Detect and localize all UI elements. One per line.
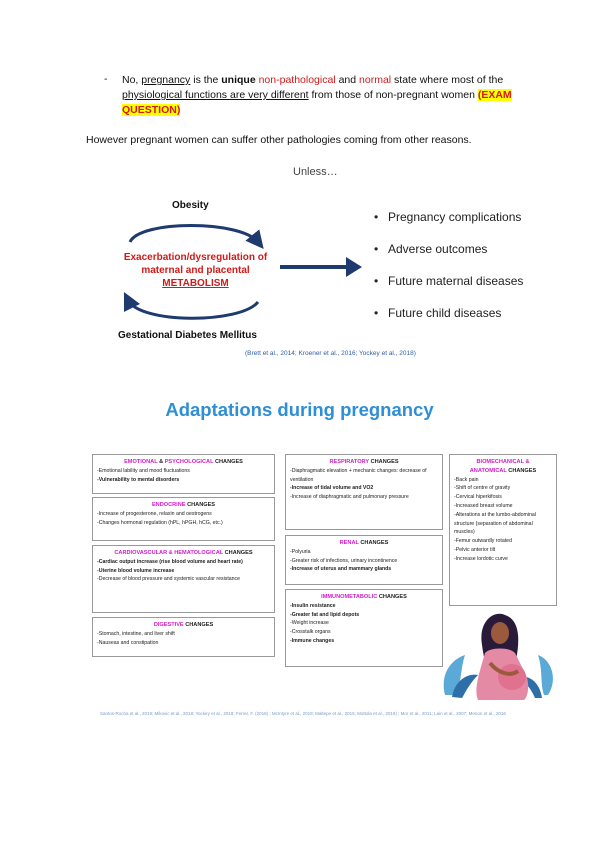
outcome-item (374, 210, 523, 242)
text: No, (122, 74, 142, 86)
diagram-citation: (Brett et al., 2014; Kroener et al., 2016; Yockey et al., 2018) (245, 350, 416, 357)
bullet-dash: - (104, 73, 108, 85)
text: is the (190, 74, 222, 86)
box-item: -Increased breast volume (454, 502, 513, 509)
gdm-label: Gestational Diabetes Mellitus (118, 330, 257, 341)
leaf-right (538, 655, 553, 695)
box-item: -Crosstalk organs (290, 629, 331, 636)
respiratory-box (285, 454, 443, 530)
renal-box (285, 535, 443, 585)
outcome-text: Future child diseases (388, 306, 502, 320)
box-item: -Greater fat and lipid depots (290, 611, 360, 618)
heading-part: CHANGES (185, 502, 216, 508)
pregnant-woman-illustration (440, 605, 560, 700)
exam-question-highlight: (EXAM QUESTION) (122, 89, 512, 116)
cardiovascular-box (92, 545, 275, 613)
box-item: -Cervical hiperkifosis (454, 494, 502, 501)
heading-part: CHANGES (223, 550, 253, 556)
heading-part: EMOTIONAL (124, 459, 158, 465)
text: and (335, 74, 360, 86)
face (491, 622, 509, 644)
outcome-item (374, 306, 523, 338)
bullet-icon: • (374, 306, 379, 320)
box-heading (97, 549, 270, 558)
heading-part: CARDIOVASCULAR & HEMATOLOGICAL (114, 550, 224, 556)
box-item: -Increase of tidal volume and VO2 (290, 485, 374, 492)
box-item: -Vulnerability to mental disorders (97, 476, 180, 483)
heading-part: CHANGES (369, 459, 399, 465)
emotional-box (92, 454, 275, 494)
heading-part: ENDOCRINE (151, 502, 186, 508)
endocrine-box (92, 497, 275, 541)
heading-part: RESPIRATORY (329, 459, 370, 465)
outcomes-list (374, 210, 523, 338)
box-item: -Femur outwardly rotated (454, 538, 512, 545)
box-item: -Stomach, intestine, and liver shift (97, 630, 175, 637)
box-heading (97, 501, 270, 510)
biomechanical-box (449, 454, 557, 606)
heading-part: CHANGES (183, 622, 214, 628)
obesity-label: Obesity (172, 200, 209, 211)
box-item: -Increase of uterus and mammary glands (290, 566, 392, 573)
unless-label: Unless… (293, 166, 338, 178)
box-heading (454, 458, 552, 476)
immunometabolic-box (285, 589, 443, 667)
heading-part: DIGESTIVE (153, 622, 184, 628)
heading-part: PSYCHOLOGICAL (164, 459, 214, 465)
intro-paragraph (122, 73, 532, 118)
metabolism-label: METABOLISM (162, 278, 229, 289)
bullet-icon: • (374, 242, 379, 256)
box-heading (290, 593, 438, 602)
outcome-text: Pregnancy complications (388, 210, 522, 224)
however-sentence: However pregnant women can suffer other pathologies coming from other reasons. (86, 134, 472, 146)
outcome-text: Adverse outcomes (388, 242, 488, 256)
adaptations-citation: Santos-Rocha et al., 2019; Mikovic et al., 2018; Yockey et al., 2018; Ferrer, F. (2018) ; McIntyre et al., 2019; Maltepe et al., 2015; Mottola et al., 2019) ; Mor et al., 2011; Lain et al., 2007; Menon et al., 2016 (100, 711, 506, 716)
box-heading (290, 539, 438, 548)
box-item: -Changes hormonal regulation (hPL, hPGH, hCG, etc.) (97, 519, 223, 526)
bullet-icon: • (374, 274, 379, 288)
digestive-box (92, 617, 275, 657)
box-item: -Shift of centre of gravity (454, 485, 511, 492)
exacerbation-label: Exacerbation/dysregulation of maternal and placental (123, 252, 268, 276)
output-arrow-head (346, 257, 362, 277)
heading-part: CHANGES (377, 594, 407, 600)
cycle-arrow-top (130, 226, 258, 243)
outcome-item (374, 274, 523, 306)
box-item: -Diaphragmatic elevation + mechanic changes: decrease of ventilation (290, 467, 427, 483)
heading-part: CHANGES (506, 467, 537, 474)
physiological-phrase: physiological functions are very different (122, 89, 309, 101)
exacerbation-text (118, 251, 273, 290)
box-item: -Increase lordotic curve (454, 555, 508, 562)
box-heading (97, 458, 270, 467)
outcome-item (374, 242, 523, 274)
box-heading (97, 621, 270, 630)
heading-part: ANATOMICAL (469, 467, 507, 474)
heading-part: RENAL (339, 540, 359, 546)
box-item: -Emotional lability and mood fluctuations (97, 467, 190, 474)
non-pathological-word: non-pathological (258, 74, 336, 86)
text: from those of non-pregnant women (308, 89, 478, 101)
outcome-text: Future maternal diseases (388, 274, 524, 288)
box-item: -Back pain (454, 476, 479, 483)
heading-part: IMMUNOMETABOLIC (321, 594, 378, 600)
unique-word: unique (221, 74, 256, 86)
box-item: -Nauseas and constipation (97, 639, 159, 646)
box-item: -Cardiac output increase (rise blood volume and heart rate) (97, 558, 243, 565)
heading-part: CHANGES (358, 540, 389, 546)
box-item: -Alterations at the lumbo-abdominal structure (separation of abdominal muscles) (454, 511, 536, 536)
box-item: -Increase of progesterone, relaxin and oestrogens (97, 510, 212, 517)
box-item: -Insulin resistance (290, 602, 336, 609)
text: state where most of the (391, 74, 504, 86)
heading-part: CHANGES (213, 459, 243, 465)
box-item: -Polyuria (290, 548, 311, 555)
box-item: -Pelvic anterior tilt (454, 546, 496, 553)
cycle-arrow-bottom (128, 300, 258, 318)
heading-part: & (157, 459, 165, 465)
normal-word: normal (359, 74, 392, 86)
box-item: -Increase of diaphragmatic and pulmonary pressure (290, 494, 409, 501)
belly (498, 664, 526, 690)
box-item: -Immune changes (290, 637, 335, 644)
adaptations-title: Adaptations during pregnancy (165, 399, 434, 420)
pregnancy-word: pregnancy (141, 74, 191, 86)
box-heading (290, 458, 438, 467)
box-item: -Uterine blood volume increase (97, 567, 175, 574)
box-item: -Decrease of blood pressure and systemic vascular resistance (97, 576, 241, 583)
box-item: -Weight increase (290, 620, 329, 627)
heading-part: BIOMECHANICAL & (476, 459, 530, 465)
bullet-icon: • (374, 210, 379, 224)
box-item: -Greater risk of infections, urinary incontinence (290, 557, 398, 564)
